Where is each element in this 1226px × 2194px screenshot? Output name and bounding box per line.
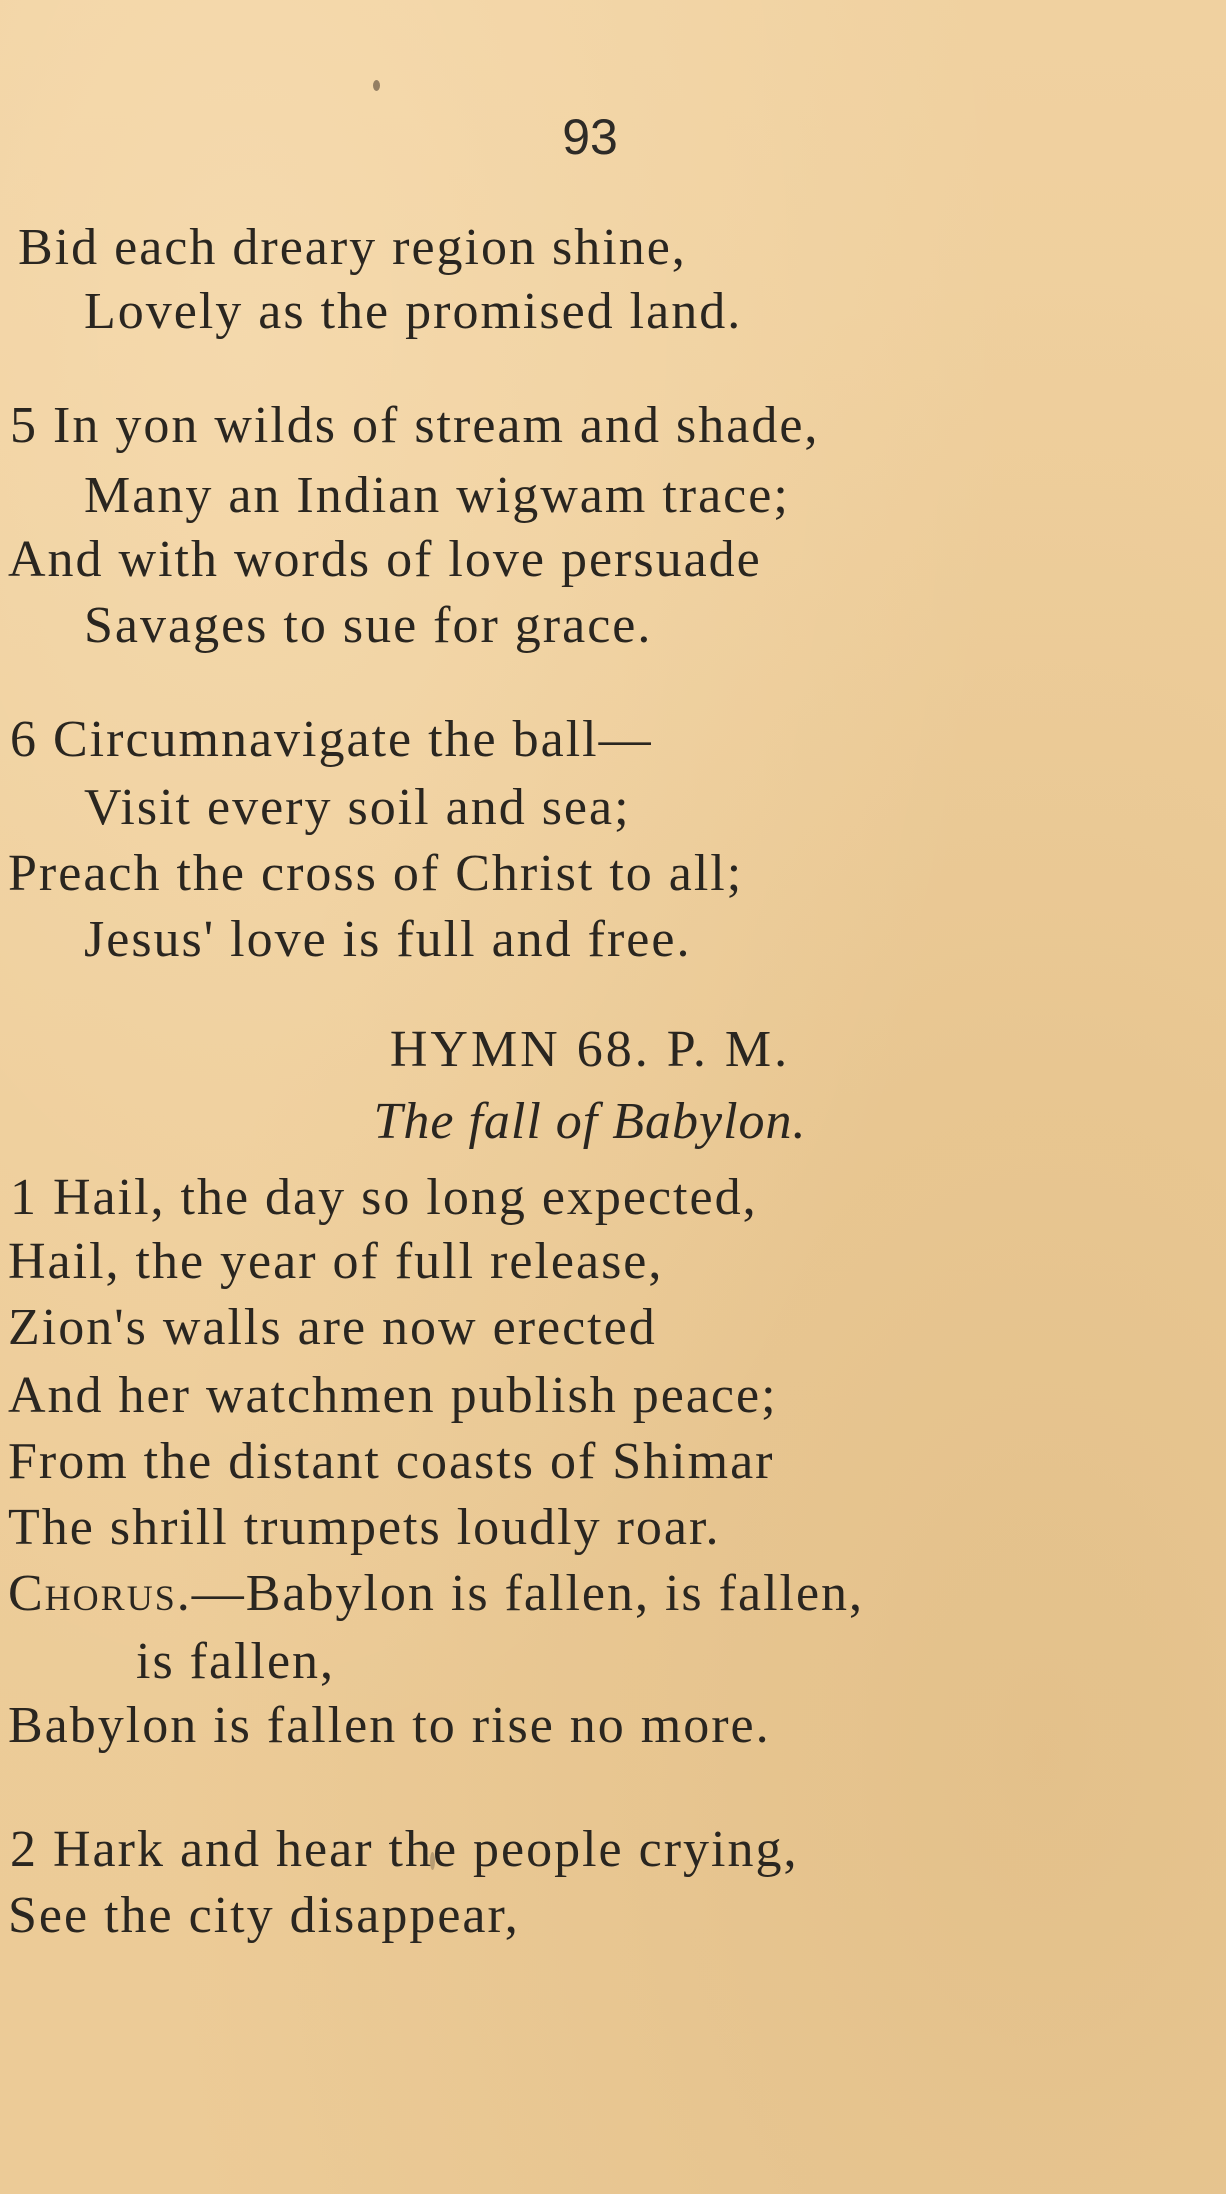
verse-line: And her watchmen publish peace; (8, 1367, 778, 1424)
verse-line: Visit every soil and sea; (84, 779, 631, 836)
verse-line: The shrill trumpets loudly roar. (8, 1499, 721, 1556)
verse-line: 5 In yon wilds of stream and shade, (10, 397, 820, 454)
verse-line: Zion's walls are now erected (8, 1299, 657, 1356)
verse-line: 6 Circumnavigate the ball— (10, 711, 653, 768)
verse-line: Preach the cross of Christ to all; (8, 845, 744, 902)
ink-speck (373, 80, 380, 91)
verse-line: Bid each dreary region shine, (18, 219, 687, 276)
chorus-label: Chorus. (8, 1565, 192, 1622)
verse-line: Lovely as the promised land. (84, 283, 743, 340)
chorus-line (8, 1565, 865, 1622)
chorus-line: is fallen, (136, 1633, 336, 1690)
verse-line: Many an Indian wigwam trace; (84, 467, 790, 524)
verse-line: 2 Hark and hear the people crying, (10, 1821, 799, 1878)
page-number: 93 (562, 109, 618, 165)
chorus-text: —Babylon is fallen, is fallen, (191, 1565, 865, 1622)
chorus-line: Babylon is fallen to rise no more. (8, 1697, 771, 1754)
hymn-title: HYMN 68. P. M. (389, 1021, 791, 1078)
verse-line: Jesus' love is full and free. (84, 911, 692, 968)
verse-line: Savages to sue for grace. (84, 597, 653, 654)
hymn-subtitle: The fall of Babylon. (373, 1093, 807, 1150)
verse-line: 1 Hail, the day so long expected, (10, 1169, 758, 1226)
verse-line: See the city disappear, (8, 1887, 520, 1944)
verse-line: From the distant coasts of Shimar (8, 1433, 775, 1490)
verse-line: And with words of love persuade (8, 531, 762, 588)
verse-line: Hail, the year of full release, (8, 1233, 664, 1290)
